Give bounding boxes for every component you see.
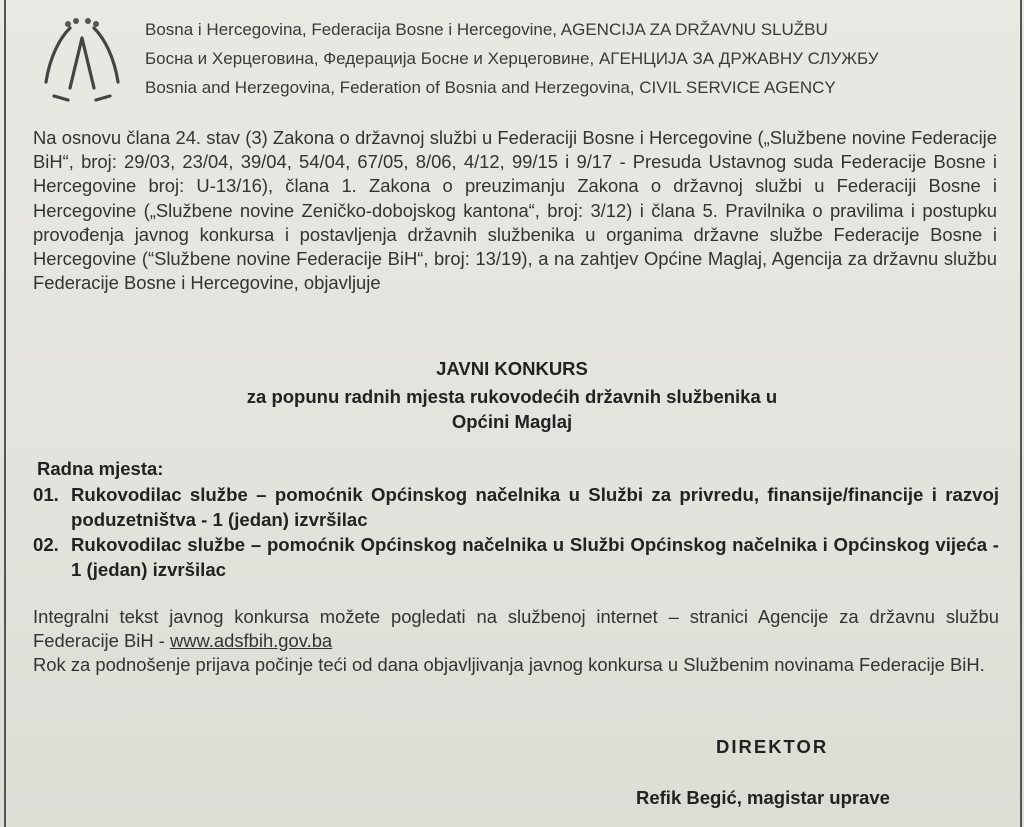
positions-heading: Radna mjesta: xyxy=(37,458,164,479)
position-number: 01. xyxy=(33,484,59,505)
agency-website-link[interactable]: www.adsfbih.gov.ba xyxy=(169,630,333,651)
announcement-title: JAVNI KONKURS xyxy=(436,358,588,379)
info-paragraph-1 xyxy=(33,605,999,653)
announcement-subtitle-2: Općini Maglaj xyxy=(451,411,573,432)
info-block xyxy=(33,605,999,677)
info-paragraph-2: Rok za podnošenje prijava počinje teći od dana objavljivanja javnog konkursa u Službenim novinama Federacije BiH. xyxy=(33,654,985,675)
position-number: 02. xyxy=(33,534,59,555)
position-text: Rukovodilac službe – pomoćnik Općinskog načelnika u Službi za privredu, finansije/financije i razvoj poduzetništva - 1 (jedan) izvršilac xyxy=(71,484,999,530)
position-item xyxy=(33,532,999,582)
position-text: Rukovodilac službe – pomoćnik Općinskog načelnika u Službi Općinskog načelnika i Općinskog vijeća - 1 (jedan) izvršilac xyxy=(71,534,999,580)
position-item xyxy=(33,482,999,532)
header-line-serbian: Босна и Херцеговина, Федерација Босне и Херцеговине, АГЕНЦИЈА ЗА ДРЖАВНУ СЛУЖБУ xyxy=(145,49,879,68)
signature-name: Refik Begić, magistar uprave xyxy=(636,787,890,808)
header-line-bosnian: Bosna i Hercegovina, Federacija Bosne i Hercegovine, AGENCIJA ZA DRŽAVNU SLUŽBU xyxy=(145,20,828,39)
agency-emblem-icon xyxy=(32,16,132,104)
announcement-subtitle-1: za popunu radnih mjesta rukovodećih državnih službenika u xyxy=(246,386,778,407)
signature-role: DIREKTOR xyxy=(716,736,829,757)
header-line-english: Bosnia and Herzegovina, Federation of Bosnia and Herzegovina, CIVIL SERVICE AGENCY xyxy=(145,78,836,97)
intro-paragraph: Na osnovu člana 24. stav (3) Zakona o državnoj službi u Federaciji Bosne i Hercegovine („Službene novine Federacije BiH“, broj: 29/03, 23/04, 39/04, 54/04, 67/05, 8/06, 4/12, 99/15 i 9/17 - Presuda Ustavnog suda Federacije Bosne i Hercegovine broj: U-13/16), člana 1. Zakona o preuzimanju Zakona o državnoj službi u Federaciji Bosne i Hercegovine („Službene novine Zeničko-dobojskog kantona“, broj: 3/12) i člana 5. Pravilnika o pravilima i postupku provođenja javnog konkursa i postavljenja državnih službenika u organima državne službe Federacije Bosne i Hercegovine (“Službene novine Federacije BiH“, broj: 13/19), a na zahtjev Općine Maglaj, Agencija za državnu službu Federacije Bosne i Hercegovine, objavljuje xyxy=(33,127,997,294)
info-text-1: Integralni tekst javnog konkursa možete pogledati na službenoj internet – stranici Agencije za državnu službu Federacije BiH - xyxy=(33,606,999,651)
